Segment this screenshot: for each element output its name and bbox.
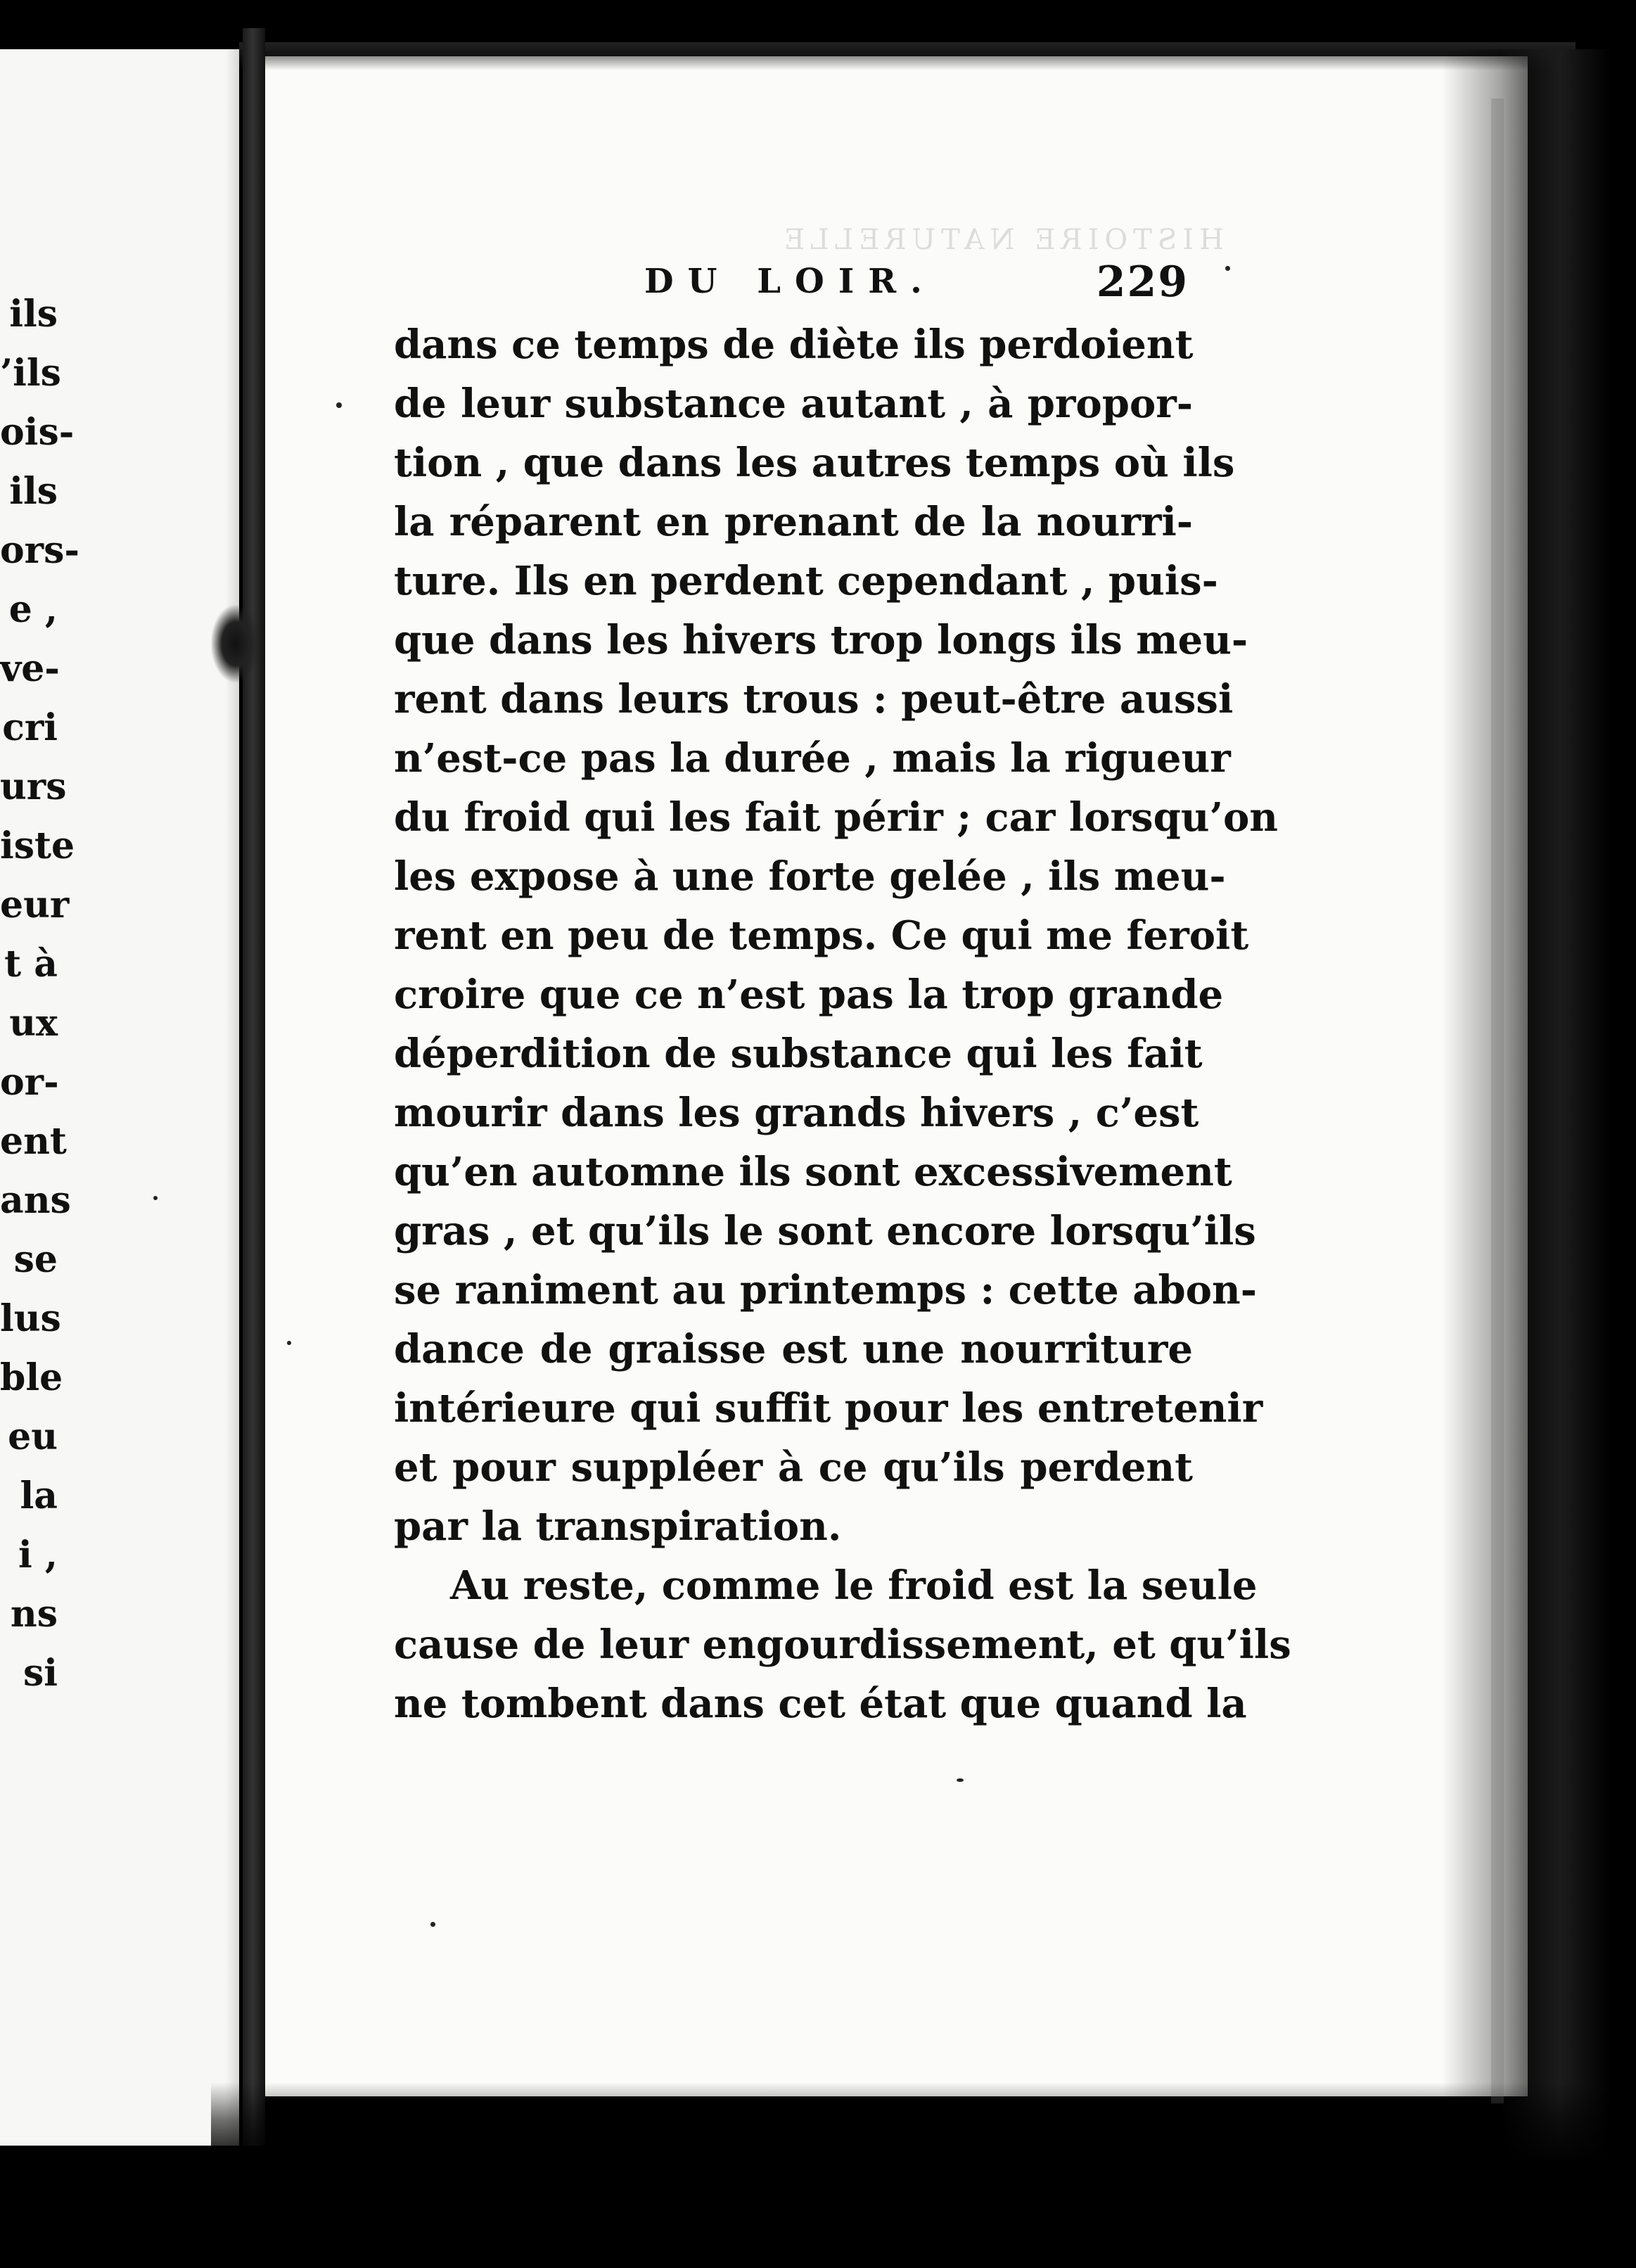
left-line: e , <box>8 588 58 631</box>
left-line: t à <box>4 943 58 986</box>
left-line: lus <box>0 1297 61 1340</box>
left-line: i , <box>18 1534 58 1576</box>
text-line: la réparent en prenant de la nourri- <box>394 499 1193 545</box>
left-line: ils <box>9 470 58 513</box>
dust-speck <box>287 1341 291 1345</box>
paragraph-start-line: Au reste, comme le froid est la seule <box>450 1562 1258 1609</box>
left-line: ns <box>10 1593 58 1636</box>
text-line: cause de leur engourdissement, et qu’ils <box>394 1622 1291 1668</box>
left-line: ve- <box>0 647 60 690</box>
top-page-edge <box>239 42 1576 70</box>
book-gutter <box>243 28 265 2146</box>
text-line: ture. Ils en perdent cependant , puis- <box>394 558 1218 604</box>
text-line: que dans les hivers trop longs ils meu- <box>394 617 1248 663</box>
running-head <box>394 257 1189 311</box>
main-text-block <box>394 315 1291 1733</box>
binding-thread <box>211 605 260 682</box>
dust-speck <box>153 1196 158 1200</box>
text-line: croire que ce n’est pas la trop grande <box>394 971 1224 1018</box>
left-line: ble <box>0 1356 63 1399</box>
left-line: cri <box>2 706 58 749</box>
left-line: ent <box>0 1120 67 1163</box>
dust-speck <box>336 402 342 408</box>
dust-speck <box>957 1778 964 1782</box>
text-line: se raniment au printemps : cette abon- <box>394 1267 1257 1313</box>
text-line: dans ce temps de diète ils perdoient <box>394 321 1194 368</box>
bottom-page-edge <box>211 2082 1618 2167</box>
text-line: déperdition de substance qui les fait <box>394 1031 1203 1077</box>
text-line: intérieure qui suffit pour les entretenir <box>394 1385 1263 1432</box>
left-line: ils <box>9 293 58 336</box>
page-number: 229 <box>1096 257 1189 307</box>
text-line: mourir dans les grands hivers , c’est <box>394 1090 1199 1136</box>
left-line: urs <box>0 765 67 808</box>
left-line: or- <box>0 1061 59 1104</box>
left-line: eur <box>0 884 70 926</box>
left-line: ans <box>0 1179 71 1222</box>
page-edge-line <box>1491 98 1504 2103</box>
text-line: les expose à une forte gelée , ils meu- <box>394 853 1226 900</box>
text-line: gras , et qu’ils le sont encore lorsqu’ils <box>394 1208 1256 1254</box>
left-page-text <box>0 285 79 1703</box>
text-line: tion , que dans les autres temps où ils <box>394 440 1235 486</box>
running-title: DU LOIR. <box>644 262 936 301</box>
left-line: ux <box>9 1002 58 1045</box>
dust-speck <box>1225 266 1230 271</box>
left-line: ’ils <box>0 352 61 395</box>
left-line: la <box>20 1474 58 1517</box>
text-line: rent en peu de temps. Ce qui me feroit <box>394 912 1249 959</box>
paragraph-end-line: par la transpiration. <box>394 1503 842 1550</box>
left-line: ois- <box>0 411 75 454</box>
text-line: n’est-ce pas la durée , mais la rigueur <box>394 735 1231 782</box>
left-line: eu <box>8 1415 58 1458</box>
left-line: si <box>23 1652 58 1695</box>
right-page-edge <box>1442 49 1611 2160</box>
text-line: et pour suppléer à ce qu’ils perdent <box>394 1444 1193 1491</box>
text-line: de leur substance autant , à propor- <box>394 381 1193 427</box>
dust-speck <box>430 1922 435 1927</box>
text-line: rent dans leurs trous : peut-être aussi <box>394 676 1234 722</box>
text-line: du froid qui les fait périr ; car lorsqu’on <box>394 794 1279 841</box>
left-line: iste <box>0 824 75 867</box>
left-line: se <box>13 1238 58 1281</box>
text-line: ne tombent dans cet état que quand la <box>394 1681 1247 1727</box>
text-line: qu’en automne ils sont excessivement <box>394 1149 1232 1195</box>
text-line: dance de graisse est une nourriture <box>394 1326 1193 1372</box>
left-line: ors- <box>0 529 79 572</box>
show-through-text: HISTOIRE NATURELLE <box>778 224 1224 256</box>
